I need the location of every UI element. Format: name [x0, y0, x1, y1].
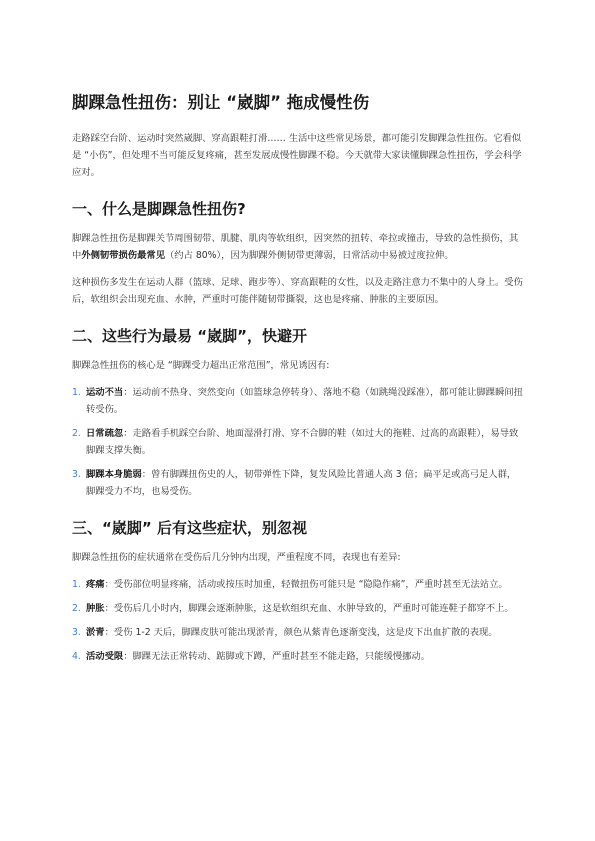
section-causes — [72, 326, 523, 500]
list-number: 1. — [72, 579, 81, 590]
list-item — [72, 466, 523, 500]
section-what-is — [72, 199, 523, 308]
list-number: 1. — [72, 387, 81, 398]
list-number: 3. — [72, 627, 81, 638]
intro-paragraph: 走路踩空台阶、运动时突然崴脚、穿高跟鞋打滑…… 生活中这些常见场景，都可能引发脚踝急性扭伤。它看似是 “小伤”，但处理不当可能反复疼痛，甚至发展成慢性脚踝不稳。今天就带大家读懂脚踝急性扭伤，学会科学应对。 — [72, 133, 522, 178]
item-label: 运动不当 — [86, 387, 124, 398]
causes-list — [72, 384, 523, 500]
list-item — [72, 425, 523, 459]
section-1-paragraph-2: 这种损伤多发生在运动人群（篮球、足球、跑步等）、穿高跟鞋的女性，以及走路注意力不集中的人身上。受伤后，软组织会出现充血、水肿，严重时可能伴随韧带撕裂，这也是疼痛、肿胀的主要原因。 — [72, 277, 523, 305]
list-item — [72, 600, 523, 617]
item-text: ：脚踝无法正常转动、踮脚或下蹲，严重时甚至不能走路，只能缓慢挪动。 — [123, 651, 431, 662]
p1-text-before: 脚踝急性扭伤是脚踝关节周围韧带、肌腱、肌肉等软组织，因突然的扭转、牵拉或撞击，导致的急性损伤，其中 — [72, 233, 519, 261]
section-symptoms — [72, 518, 523, 665]
item-label: 脚踝本身脆弱 — [86, 469, 142, 480]
section-1-heading: 一、什么是脚踝急性扭伤? — [72, 200, 246, 218]
section-1-paragraph-1 — [72, 230, 523, 264]
list-item — [72, 648, 523, 665]
item-label: 日常疏忽 — [86, 428, 124, 439]
item-text: ：运动前不热身、突然变向（如篮球急停转身）、落地不稳（如跳绳没踩准），都可能让脚踝瞬间扭转受伤。 — [86, 387, 523, 415]
item-text: ：走路看手机踩空台阶、地面湿滑打滑、穿不合脚的鞋（如过大的拖鞋、过高的高跟鞋），易导致脚踝支撑失衡。 — [86, 428, 519, 456]
page-title: 脚踝急性扭伤：别让 “崴脚” 拖成慢性伤 — [72, 93, 370, 112]
p1-bold-text: 外侧韧带损伤最常见 — [81, 250, 165, 261]
section-2-heading: 二、这些行为最易 “崴脚”，快避开 — [72, 327, 307, 345]
symptoms-list — [72, 576, 523, 665]
p1-text-after: （约占 80%），因为脚踝外侧韧带更薄弱，日常活动中易被过度拉伸。 — [165, 250, 454, 261]
list-item — [72, 384, 523, 418]
list-item — [72, 624, 523, 641]
item-text: ：曾有脚踝扭伤史的人，韧带弹性下降，复发风险比普通人高 3 倍；扁平足或高弓足人群，脚踝受力不均，也易受伤。 — [86, 469, 517, 497]
item-text: ：受伤后几小时内，脚踝会逐渐肿胀，这是软组织充血、水肿导致的，严重时可能连鞋子都穿不上。 — [104, 603, 514, 614]
item-label: 疼痛 — [86, 579, 105, 590]
section-2-lead: 脚踝急性扭伤的核心是 “脚踝受力超出正常范围”，常见诱因有: — [72, 360, 330, 371]
list-number: 4. — [72, 651, 81, 662]
list-number: 2. — [72, 428, 81, 439]
section-3-heading: 三、“崴脚” 后有这些症状，别忽视 — [72, 519, 307, 537]
list-number: 2. — [72, 603, 81, 614]
list-item — [72, 576, 523, 593]
item-text: ：受伤部位明显疼痛，活动或按压时加重，轻微扭伤可能只是 “隐隐作痛”，严重时甚至无法站立。 — [104, 579, 508, 590]
item-label: 肿胀 — [86, 603, 105, 614]
item-label: 淤青 — [86, 627, 105, 638]
item-text: ：受伤 1-2 天后，脚踝皮肤可能出现淤青，颜色从紫青色逐渐变浅，这是皮下出血扩散的表现。 — [104, 627, 498, 638]
item-label: 活动受限 — [86, 651, 124, 662]
section-3-lead: 脚踝急性扭伤的症状通常在受伤后几分钟内出现，严重程度不同，表现也有差异: — [72, 552, 401, 563]
list-number: 3. — [72, 469, 81, 480]
